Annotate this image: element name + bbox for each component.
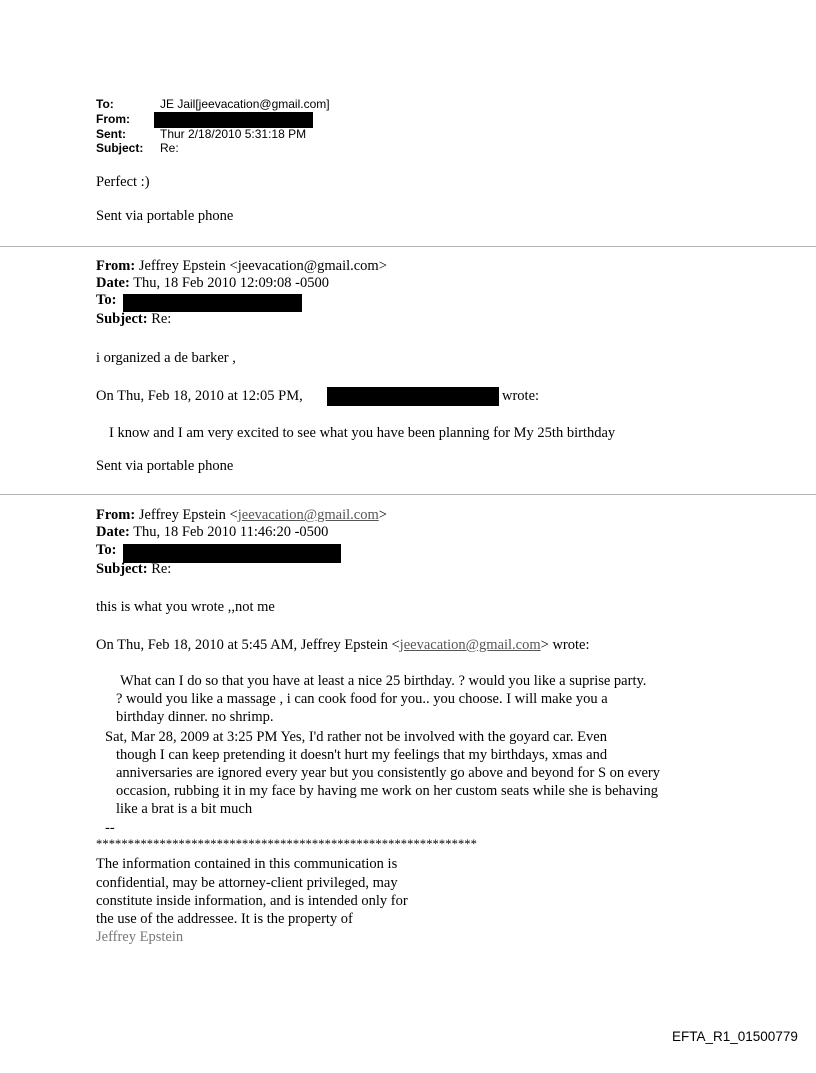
to-value: JE Jail[jeevacation@gmail.com] [160, 97, 330, 111]
message2-quoted: I know and I am very excited to see what you have been planning for My 25th birthday [109, 425, 616, 441]
redaction-bar [327, 387, 499, 406]
disclaimer-line: constitute inside information, and is intended only for [96, 893, 408, 909]
sent-value: Thur 2/18/2010 5:31:18 PM [160, 127, 307, 141]
nested-quote-line: Sat, Mar 28, 2009 at 3:25 PM Yes, I'd rather not be involved with the goyard car. Even [105, 729, 607, 745]
message2-quote-intro-prefix: On Thu, Feb 18, 2010 at 12:05 PM, [96, 388, 303, 404]
disclaimer-line: The information contained in this communication is [96, 856, 398, 872]
subject-value: Re: [160, 141, 179, 155]
email-link[interactable]: jeevacation@gmail.com [399, 637, 541, 653]
sent-label: Sent: [96, 127, 126, 141]
quoted-line: birthday dinner. no shrimp. [116, 709, 274, 725]
message2-date: Date: Thu, 18 Feb 2010 12:09:08 -0500 [96, 275, 329, 291]
message2-to-label: To: [96, 292, 117, 308]
message2-body: i organized a de barker , [96, 350, 236, 366]
subject-label: Subject: [96, 141, 144, 155]
message1-body: Perfect :) [96, 174, 150, 190]
separator [0, 494, 816, 495]
bates-number: EFTA_R1_01500779 [672, 1029, 798, 1044]
to-label: To: [96, 97, 114, 111]
quoted-line: What can I do so that you have at least a nice 25 birthday. ? would you like a suprise party. [120, 673, 647, 689]
message3-to-label: To: [96, 542, 117, 558]
separator [0, 246, 816, 247]
nested-quote-line: anniversaries are ignored every year but you consistently go above and beyond for S on every [116, 765, 660, 781]
message3-quote-intro: On Thu, Feb 18, 2010 at 5:45 AM, Jeffrey Epstein <jeevacation@gmail.com> wrote: [96, 637, 590, 653]
from-label: From: [96, 112, 130, 126]
message2-signature: Sent via portable phone [96, 458, 234, 474]
message3-body: this is what you wrote ,,not me [96, 599, 275, 615]
message2-quote-intro-suffix: wrote: [502, 388, 540, 404]
nested-quote-line: though I can keep pretending it doesn't hurt my feelings that my birthdays, xmas and [116, 747, 608, 763]
disclaimer-line: confidential, may be attorney-client privileged, may [96, 875, 398, 891]
message3-from: From: Jeffrey Epstein <jeevacation@gmail.com> [96, 507, 387, 523]
email-link[interactable]: jeevacation@gmail.com [237, 507, 379, 523]
nested-quote-line: like a brat is a bit much [116, 801, 253, 817]
redaction-bar [154, 112, 313, 128]
redaction-bar [123, 294, 302, 312]
signature-dash: -- [105, 820, 115, 836]
disclaimer-line: the use of the addressee. It is the property of [96, 911, 353, 927]
quoted-line: ? would you like a massage , i can cook food for you.. you choose. I will make you a [116, 691, 608, 707]
message1-signature: Sent via portable phone [96, 208, 234, 224]
message3-subject: Subject: Re: [96, 561, 172, 577]
star-divider: ************************************************************ [96, 837, 477, 851]
nested-quote-line: occasion, rubbing it in my face by having me work on her custom seats while she is behaving [116, 783, 659, 799]
message2-subject: Subject: Re: [96, 311, 172, 327]
disclaimer-owner: Jeffrey Epstein [96, 929, 184, 945]
message2-from: From: Jeffrey Epstein <jeevacation@gmail.com> [96, 258, 387, 274]
message3-date: Date: Thu, 18 Feb 2010 11:46:20 -0500 [96, 524, 329, 540]
